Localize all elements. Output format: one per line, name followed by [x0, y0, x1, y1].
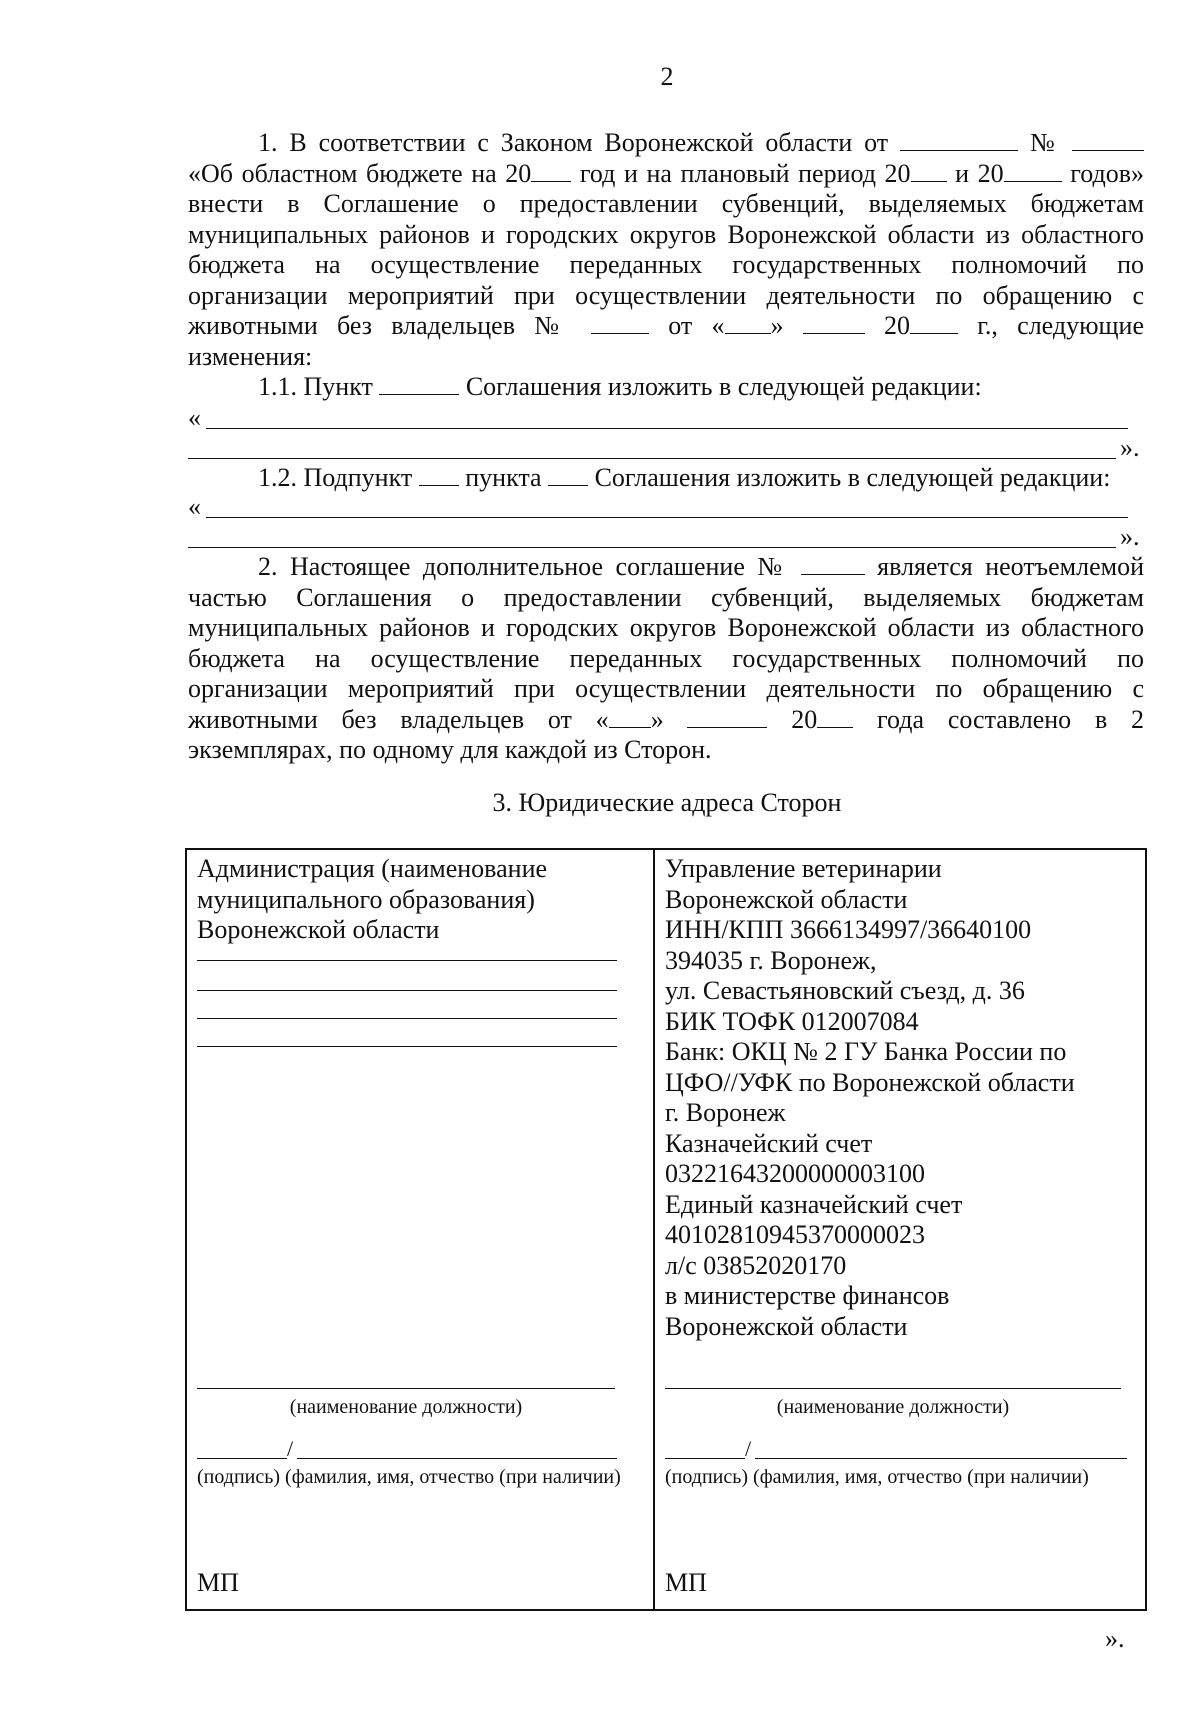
clause-1-line-4: муниципальных районов и городских округов Воронежской области из областного: [188, 219, 1144, 249]
clause-1-line-2: «Об областном бюджете на 20 год и на плановый период 20 и 20 годов»: [188, 158, 1145, 188]
number-blank: [1072, 128, 1144, 151]
clause-1-1-quote-close-line: ».: [188, 433, 1148, 463]
clause-1-line-8: изменения:: [188, 341, 313, 371]
right-signature-line: [665, 1458, 745, 1459]
clause-1-line-6: организации мероприятий при осуществлении деятельности по обращению с: [188, 280, 1144, 310]
clause-1-line-5: бюджета на осуществление переданных государственных полномочий по: [188, 250, 1144, 279]
left-signature-caption: (подпись) (фамилия, имя, отчество (при наличии): [197, 1466, 621, 1488]
clause-1-1-quote-open-line: «: [188, 403, 1128, 433]
left-blank-line-2: [197, 990, 617, 991]
left-party-text: Администрация (наименование муниципального образования) Воронежской области: [197, 854, 548, 944]
right-position-line: [665, 1388, 1121, 1389]
clause-1-line-3: внести в Соглашение о предоставлении субвенций, выделяемых бюджетам: [188, 189, 1144, 218]
left-blank-line-4: [197, 1046, 617, 1047]
right-name-line: [755, 1458, 1127, 1459]
clause-2: 2. Настоящее дополнительное соглашение № является неотъемлемой частью Соглашения о предоставлении субвенций, выделяемых бюджетам муниципальных районов и городских округов Воронежской области из областного бюджета на осуществление переданных государственных полномочий по организации мероприятий при осуществлении деятельности по обращению с животными без владельцев от « » 20 года составлено в 2 экземплярах, по одному для каждой из Сторон.: [188, 552, 1145, 764]
clause-1-line-1: 1. В соответствии с Законом Воронежской области от №: [188, 128, 1144, 159]
right-signature-caption: (подпись) (фамилия, имя, отчество (при наличии): [665, 1466, 1089, 1488]
right-party-text: Управление ветеринарии Воронежской области ИНН/КПП 3666134997/36640100 394035 г. Воронеж, ул. Севастьяновский съезд, д. 36 БИК ТОФК 012007084 Банк: ОКЦ № 2 ГУ Банка России по ЦФО//УФК по Воронежской области г. Воронеж Казначейский счет 03221643200000003100 Единый казначейский счет 40102810945370000023 л/с 03852020170 в министерстве финансов Воронежской области: [665, 854, 1075, 1341]
right-position-caption: (наименование должности): [776, 1396, 1010, 1418]
left-position-caption: (наименование должности): [289, 1396, 523, 1418]
closing-quote: ».: [1105, 1624, 1125, 1653]
left-name-line: [297, 1458, 617, 1459]
clause-1-line-7: животными без владельцев № от « » 20 г., следующие: [188, 311, 1145, 340]
clause-1: [188, 128, 1144, 403]
left-blank-line-1: [197, 960, 617, 961]
parties-table: Администрация (наименование муниципального образования) Воронежской области (наименование должности) / (подпись) (фамилия, имя, отчество (при наличии) МП Управление ветеринарии Воронежской области ИНН/КПП 3666134997/36640100 394035 г. Воронеж, ул. Севастьяновский съезд, д. 36 БИК ТОФК 012007084 Банк: ОКЦ № 2 ГУ Банка России по ЦФО//УФК по Воронежской области г. Воронеж Казначейский счет 03221643200000003100 Единый казначейский счет 40102810945370000023 л/с 03852020170 в министерстве финансов Воронежской области (наименование должности) / (подпись) (фамилия, имя, отчество (при наличии) МП: [185, 848, 1147, 1611]
date-blank: [900, 128, 1018, 151]
left-position-line: [197, 1388, 615, 1389]
left-signature-line: [197, 1458, 287, 1459]
clause-1-1: 1.1. Пункт Соглашения изложить в следующей редакции:: [258, 372, 982, 401]
left-stamp-label: МП: [197, 1568, 239, 1597]
page-number: 2: [660, 62, 674, 91]
clause-1-2-quote-open-line: «: [188, 492, 1128, 522]
clause-1-2: 1.2. Подпункт пункта Соглашения изложить в следующей редакции:: [258, 463, 1111, 492]
section-3-title: 3. Юридические адреса Сторон: [492, 788, 842, 817]
left-blank-line-3: [197, 1018, 617, 1019]
right-stamp-label: МП: [665, 1568, 707, 1597]
clause-1-2-quote-close-line: ».: [188, 522, 1148, 552]
